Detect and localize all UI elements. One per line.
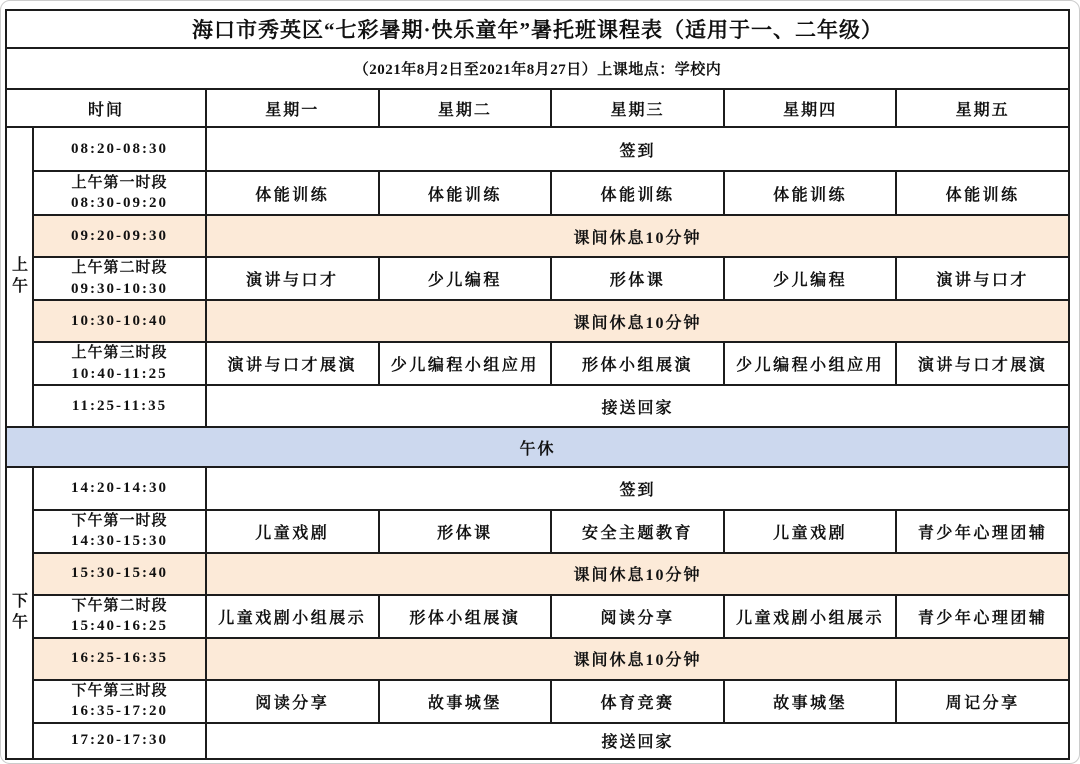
period-time: 15:40-16:25 <box>71 618 168 634</box>
period-name: 上午第三时段 <box>71 345 168 362</box>
activity-cell: 安全主题教育 <box>551 510 724 553</box>
time-cell: 14:20-14:30 <box>33 467 206 510</box>
schedule-dates-location: （2021年8月2日至2021年8月27日）上课地点：学校内 <box>6 48 1069 89</box>
activity-cell: 青少年心理团辅 <box>896 510 1069 553</box>
activity-cell: 体能训练 <box>206 171 379 215</box>
time-cell: 08:20-08:30 <box>33 127 206 171</box>
period-cell <box>33 171 206 215</box>
col-header-monday: 星期一 <box>206 89 379 127</box>
time-cell: 10:30-10:40 <box>33 300 206 342</box>
activity-cell: 儿童戏剧小组展示 <box>206 595 379 638</box>
period-cell <box>33 680 206 723</box>
time-cell: 16:25-16:35 <box>33 638 206 680</box>
col-header-time: 时间 <box>6 89 206 127</box>
break-cell: 课间休息10分钟 <box>206 638 1069 680</box>
break-cell: 课间休息10分钟 <box>206 300 1069 342</box>
period-time: 16:35-17:20 <box>71 703 168 719</box>
activity-cell: 少儿编程小组应用 <box>724 342 897 385</box>
activity-cell: 体育竞赛 <box>551 680 724 723</box>
activity-cell: 少儿编程 <box>724 257 897 300</box>
period-time: 10:40-11:25 <box>71 365 168 382</box>
period-name: 下午第二时段 <box>71 597 168 614</box>
activity-cell: 演讲与口才展演 <box>896 342 1069 385</box>
signin-cell: 签到 <box>206 127 1069 171</box>
activity-cell: 形体课 <box>551 257 724 300</box>
activity-cell: 体能训练 <box>724 171 897 215</box>
period-time: 14:30-15:30 <box>71 533 168 550</box>
time-cell: 11:25-11:35 <box>33 385 206 427</box>
period-time: 09:30-10:30 <box>71 280 168 297</box>
activity-cell: 儿童戏剧 <box>724 510 897 553</box>
signin-cell: 签到 <box>206 467 1069 510</box>
page-title: 海口市秀英区“七彩暑期·快乐童年”暑托班课程表（适用于一、二年级） <box>6 10 1069 48</box>
activity-cell: 儿童戏剧小组展示 <box>724 595 897 638</box>
col-header-tuesday: 星期二 <box>379 89 552 127</box>
activity-cell: 形体课 <box>379 510 552 553</box>
activity-cell: 阅读分享 <box>551 595 724 638</box>
period-cell <box>33 342 206 385</box>
time-cell: 09:20-09:30 <box>33 215 206 257</box>
activity-cell: 青少年心理团辅 <box>896 595 1069 638</box>
period-name: 上午第一时段 <box>71 174 168 191</box>
period-time: 08:30-09:20 <box>71 195 168 211</box>
activity-cell: 形体小组展演 <box>551 342 724 385</box>
col-header-thursday: 星期四 <box>724 89 897 127</box>
col-header-friday: 星期五 <box>896 89 1069 127</box>
activity-cell: 少儿编程小组应用 <box>379 342 552 385</box>
activity-cell: 体能训练 <box>379 171 552 215</box>
activity-cell: 体能训练 <box>551 171 724 215</box>
period-name: 上午第二时段 <box>71 260 168 277</box>
activity-cell: 形体小组展演 <box>379 595 552 638</box>
activity-cell: 演讲与口才 <box>206 257 379 300</box>
time-cell: 15:30-15:40 <box>33 553 206 595</box>
activity-cell: 故事城堡 <box>379 680 552 723</box>
activity-cell: 儿童戏剧 <box>206 510 379 553</box>
col-header-wednesday: 星期三 <box>551 89 724 127</box>
period-cell <box>33 257 206 300</box>
period-cell <box>33 510 206 553</box>
activity-cell: 演讲与口才展演 <box>206 342 379 385</box>
break-cell: 课间休息10分钟 <box>206 215 1069 257</box>
period-cell <box>33 595 206 638</box>
section-label-morning: 上午 <box>6 127 33 427</box>
schedule-table <box>5 9 1070 760</box>
activity-cell: 故事城堡 <box>724 680 897 723</box>
activity-cell: 体能训练 <box>896 171 1069 215</box>
break-cell: 课间休息10分钟 <box>206 553 1069 595</box>
pickup-cell: 接送回家 <box>206 723 1069 759</box>
period-name: 下午第三时段 <box>71 682 168 699</box>
activity-cell: 周记分享 <box>896 680 1069 723</box>
activity-cell: 阅读分享 <box>206 680 379 723</box>
pickup-cell: 接送回家 <box>206 385 1069 427</box>
activity-cell: 演讲与口才 <box>896 257 1069 300</box>
section-label-afternoon: 下午 <box>6 467 33 759</box>
period-name: 下午第一时段 <box>71 513 168 529</box>
noon-break-band: 午休 <box>6 427 1069 467</box>
activity-cell: 少儿编程 <box>379 257 552 300</box>
time-cell: 17:20-17:30 <box>33 723 206 759</box>
